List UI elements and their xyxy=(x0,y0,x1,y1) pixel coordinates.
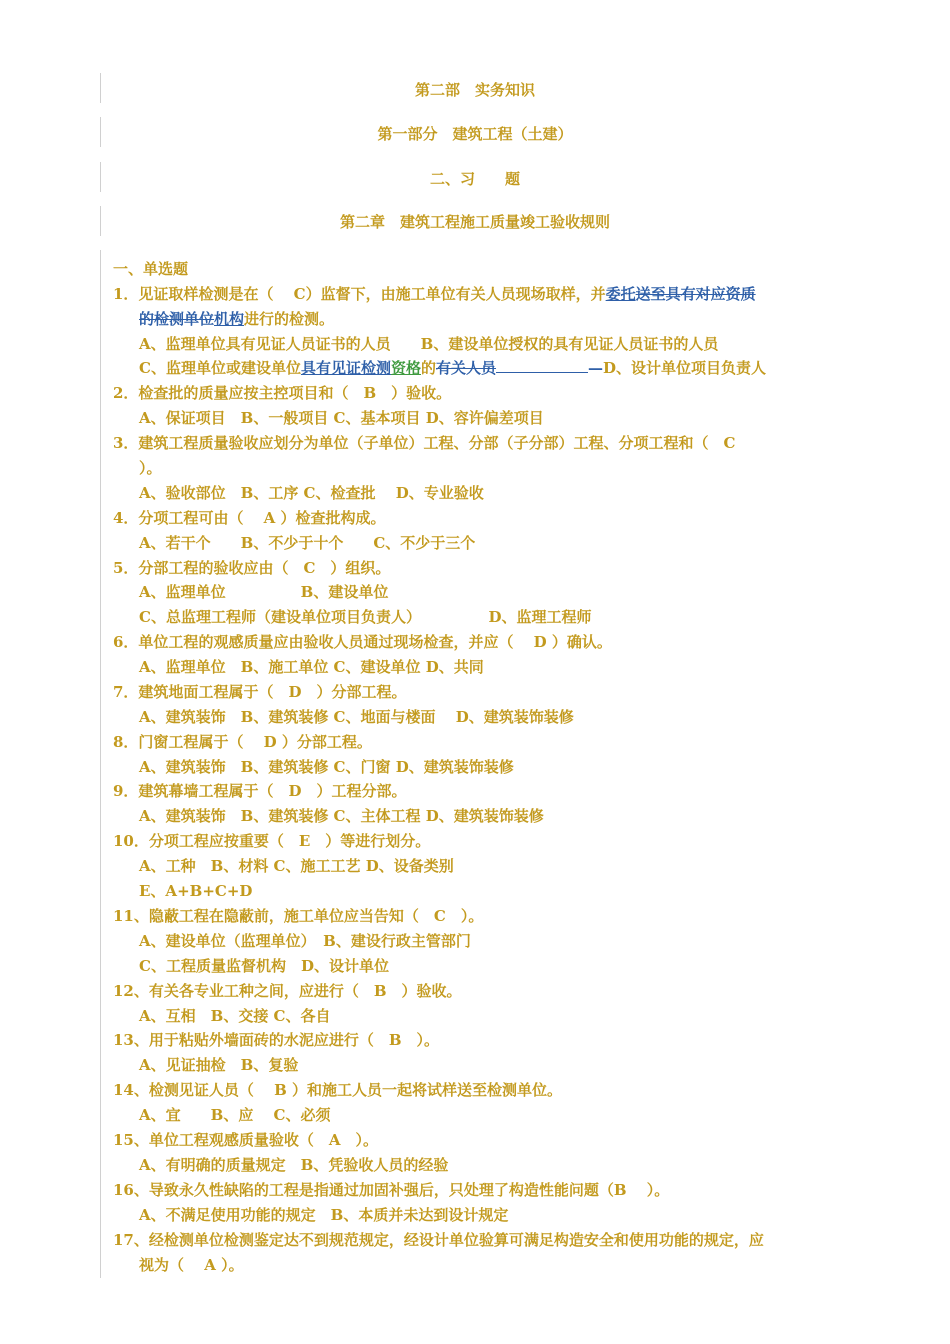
question-line: 2．检查批的质量应按主控项目和（ B ）验收。 xyxy=(113,384,452,402)
tracked-insertion: 具有见证检测 xyxy=(300,359,391,377)
question-1-line-2 xyxy=(139,309,334,329)
question-line: 12、有关各专业工种之间，应进行（ B ）验收。 xyxy=(113,982,462,1000)
margin-line xyxy=(100,250,101,1278)
option-line: A、若干个 B、不少于十个 C、不少于三个 xyxy=(139,534,476,552)
part-heading: 第二部 实务知识 xyxy=(414,81,535,99)
option-line: A、互相 B、交接 C、各自 xyxy=(139,1007,331,1025)
question-1-options-ab: A、监理单位具有见证人员证书的人员 B、建设单位授权的具有见证人员证书的人员 xyxy=(139,335,719,353)
question-line: 16、导致永久性缺陷的工程是指通过加固补强后，只处理了构造性能问题（B ）。 xyxy=(113,1181,670,1199)
option-line: A、监理单位 B、建设单位 xyxy=(139,583,389,601)
question-line: 17、经检测单位检测鉴定达不到规范规定，经设计单位验算可满足构造安全和使用功能的规定，应 xyxy=(113,1231,764,1249)
q1-text: 1．见证取样检测是在（ C）监督下，由施工单位有关人员现场取样，并 xyxy=(113,285,606,303)
question-1-line-1 xyxy=(113,284,756,304)
tracked-insertion: 委托 xyxy=(605,285,636,303)
option-line: A、建筑装饰 B、建筑装修 C、门窗 D、建筑装饰装修 xyxy=(139,758,514,776)
question-line: 8．门窗工程属于（ D ）分部工程。 xyxy=(113,733,372,751)
option-line: ）。 xyxy=(139,459,162,477)
question-1-options-cd xyxy=(139,358,766,378)
section-title: 一、单选题 xyxy=(113,260,189,278)
blank-underline xyxy=(496,358,588,373)
chapter-heading: 第二章 建筑工程施工质量竣工验收规则 xyxy=(339,213,610,231)
section-heading: 第一部分 建筑工程（土建） xyxy=(377,125,573,143)
option-line: 视为（ A ）。 xyxy=(139,1256,244,1274)
tracked-deletion: 送至具有对应资质 xyxy=(635,285,756,303)
option-line: A、建设单位（监理单位） B、建设行政主管部门 xyxy=(139,932,471,950)
option-line: A、不满足使用功能的规定 B、本质并未达到设计规定 xyxy=(139,1206,509,1224)
question-line: 6．单位工程的观感质量应由验收人员通过现场检查，并应（ D ）确认。 xyxy=(113,633,612,651)
q1-text: 进行的检测。 xyxy=(244,310,335,328)
option-line: A、宜 B、应 C、必须 xyxy=(139,1106,331,1124)
option-text: D、设计单位项目负责人 xyxy=(603,359,767,377)
exercises-heading: 二、习 题 xyxy=(429,170,520,188)
question-line: 3．建筑工程质量验收应划分为单位（子单位）工程、分部（子分部）工程、分项工程和（ C xyxy=(113,434,736,452)
option-line: A、工种 B、材料 C、施工工艺 D、设备类别 xyxy=(139,857,454,875)
dash: — xyxy=(588,359,604,377)
option-text: 的 xyxy=(420,359,436,377)
question-line: 15、单位工程观感质量验收（ A ）。 xyxy=(113,1131,379,1149)
option-line: A、见证抽检 B、复验 xyxy=(139,1056,299,1074)
tracked-deletion: 有关人员 xyxy=(436,359,497,377)
question-line: 10．分项工程应按重要（ E ）等进行划分。 xyxy=(113,832,431,850)
option-line: C、工程质量监督机构 D、设计单位 xyxy=(139,957,389,975)
option-text: C、监理单位或建设单位 xyxy=(139,359,301,377)
question-line: 11、隐蔽工程在隐蔽前，施工单位应当告知（ C ）。 xyxy=(113,907,484,925)
tracked-deletion: 单位 xyxy=(184,310,215,328)
option-line: A、保证项目 B、一般项目 C、基本项目 D、容许偏差项目 xyxy=(139,409,544,427)
question-line: 5．分部工程的验收应由（ C ）组织。 xyxy=(113,559,391,577)
question-line: 4．分项工程可由（ A ）检查批构成。 xyxy=(113,509,386,527)
option-line: C、总监理工程师（建设单位项目负责人） D、监理工程师 xyxy=(139,608,592,626)
question-line: 9．建筑幕墙工程属于（ D ）工程分部。 xyxy=(113,782,407,800)
option-line: E、A+B+C+D xyxy=(139,882,253,900)
option-line: A、监理单位 B、施工单位 C、建设单位 D、共同 xyxy=(139,658,484,676)
question-line: 13、用于粘贴外墙面砖的水泥应进行（ B ）。 xyxy=(113,1031,440,1049)
question-line: 14、检测见证人员（ B ）和施工人员一起将试样送至检测单位。 xyxy=(113,1081,562,1099)
option-line: A、建筑装饰 B、建筑装修 C、主体工程 D、建筑装饰装修 xyxy=(139,807,544,825)
question-line: 7．建筑地面工程属于（ D ）分部工程。 xyxy=(113,683,407,701)
option-line: A、有明确的质量规定 B、凭验收人员的经验 xyxy=(139,1156,449,1174)
tracked-insertion: 资格 xyxy=(390,359,421,377)
option-line: A、验收部位 B、工序 C、检查批 D、专业验收 xyxy=(139,484,484,502)
tracked-insertion: 机构 xyxy=(214,310,245,328)
tracked-deletion: 的检测 xyxy=(139,310,185,328)
option-line: A、建筑装饰 B、建筑装修 C、地面与楼面 D、建筑装饰装修 xyxy=(139,708,574,726)
